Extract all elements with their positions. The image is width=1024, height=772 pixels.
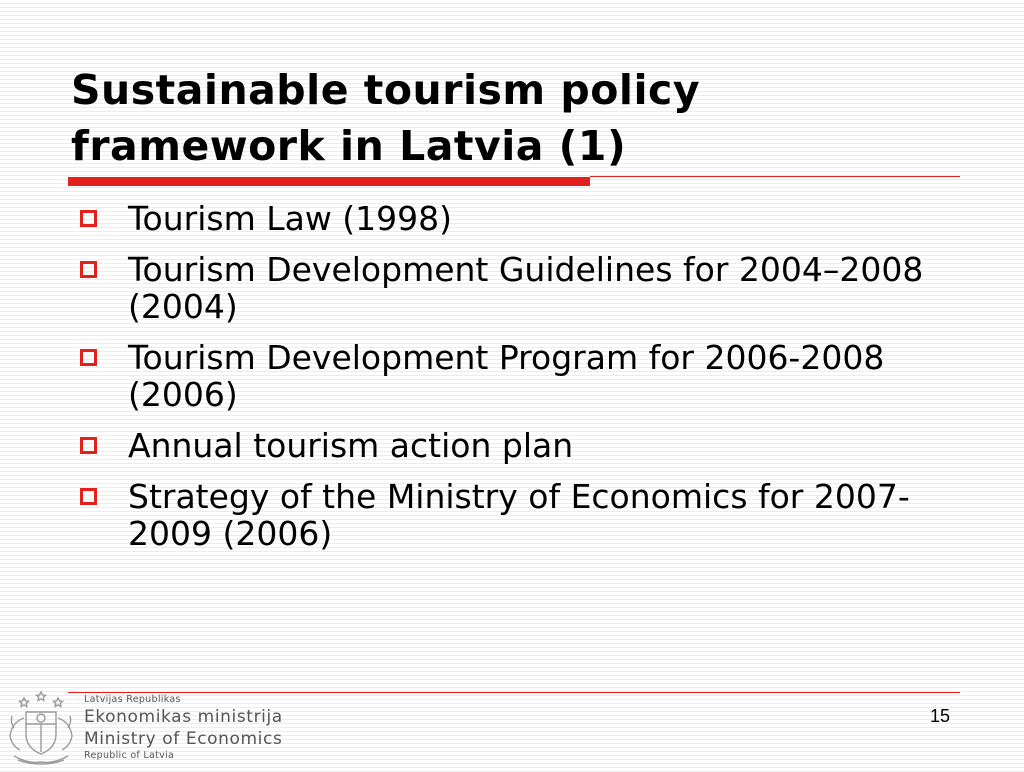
square-bullet-icon xyxy=(80,261,97,278)
bullet-text: Tourism Development Guidelines for 2004–2008 (2004) xyxy=(128,250,924,326)
coat-of-arms-icon xyxy=(2,688,80,768)
square-bullet-icon xyxy=(80,210,97,227)
bullet-item xyxy=(78,427,958,464)
bullet-item xyxy=(78,200,958,237)
bullet-item xyxy=(78,478,958,552)
coat-of-arms-graphic xyxy=(2,688,80,768)
footer-country-en: Republic of Latvia xyxy=(84,750,175,761)
title-underline-thin xyxy=(590,176,960,177)
ministry-logotype xyxy=(84,694,283,762)
bullet-text: Tourism Development Program for 2006-2008 (2006) xyxy=(128,338,885,414)
bullet-item xyxy=(78,339,958,413)
square-bullet-icon xyxy=(80,349,97,366)
bullet-text: Tourism Law (1998) xyxy=(128,199,453,238)
square-bullet-icon xyxy=(80,488,97,505)
bullet-text: Strategy of the Ministry of Economics for 2007-2009 (2006) xyxy=(128,477,910,553)
title-underline-thick xyxy=(68,177,590,186)
footer-rule xyxy=(68,692,960,693)
bullet-text: Annual tourism action plan xyxy=(128,426,574,465)
footer-country-lv: Latvijas Republikas xyxy=(84,694,181,705)
footer-ministry-lv: Ekonomikas ministrija xyxy=(84,707,283,727)
slide-title: Sustainable tourism policy framework in Latvia (1) xyxy=(71,66,701,170)
bullet-list xyxy=(78,200,958,566)
bullet-item xyxy=(78,251,958,325)
page-number: 15 xyxy=(930,706,951,726)
square-bullet-icon xyxy=(80,437,97,454)
footer-ministry-en: Ministry of Economics xyxy=(84,729,283,749)
